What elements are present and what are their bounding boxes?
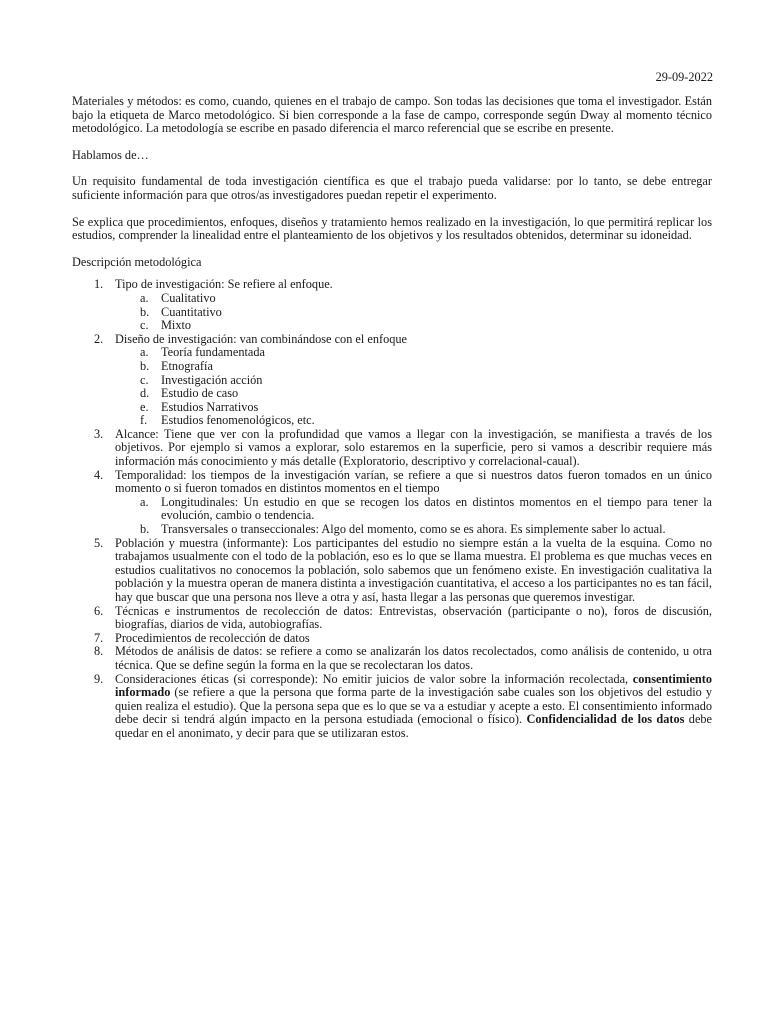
list-item <box>72 632 712 646</box>
sub-list-item <box>115 292 712 306</box>
sub-list-item-text: Teoría fundamentada <box>161 345 265 360</box>
list-number: 6. <box>94 603 104 618</box>
sub-list-letter: b. <box>140 522 150 537</box>
list-item <box>72 673 712 741</box>
list-item <box>72 333 712 428</box>
list-item <box>72 469 712 537</box>
sub-list <box>115 496 712 537</box>
sub-list-item <box>115 523 712 537</box>
sub-list-letter: f. <box>140 413 148 428</box>
list-item-text: Consideraciones éticas (si corresponde): No emitir juicios de valor sobre la información recolectada, <box>115 671 629 686</box>
list-item <box>72 278 712 332</box>
list-item-text: debe quedar en el anonimato, y decir para que se utilizaran estos. <box>115 712 713 740</box>
list-item-text: (se refiere a que la persona que forma parte de la investigación sabe cuales son los objetivos del estudio y quien realiza el estudio). Que la persona sepa que es lo que se va a estudiar y acepte a esto. El consentimiento informado debe decir si tendrá algún impacto en la persona estudiada (emocional o físico). <box>115 685 712 727</box>
list-item-text: Alcance: Tiene que ver con la profundidad que vamos a llegar con la investigación, se manifiesta a través de los objetivos. Por ejemplo si vamos a explorar, solo estaremos en la superficie, pero si vamos a describir requiere más información más conocimiento y más detalle (Exploratorio, descriptivo y correlacional-caual). <box>115 426 712 469</box>
bold-term-consentimiento: consentimiento informado <box>115 671 712 700</box>
list-item <box>72 645 712 672</box>
list-number: 8. <box>94 644 104 659</box>
sub-list-item-text: Estudios Narrativos <box>161 399 259 414</box>
list-item <box>72 537 712 605</box>
sub-list-item-text: Etnografía <box>161 358 213 373</box>
sub-list-item <box>115 496 712 523</box>
sub-list-letter: a. <box>140 345 149 360</box>
sub-list-item-text: Transversales o transeccionales: Algo del momento, como se es ahora. Es simplemente saber lo actual. <box>161 522 666 537</box>
sub-list-item <box>115 387 712 401</box>
sub-list-item <box>115 401 712 415</box>
list-number: 2. <box>94 331 104 346</box>
list-item <box>72 605 712 632</box>
list-item-text: Población y muestra (informante): Los participantes del estudio no siempre están a la vuelta de la esquina. Como no trabajamos usualmente con el todo de la población, eso es lo que se llama muestra. El problema es que muchas veces en estudios cualitativos no conocemos la población, solo sabemos que un fenómeno existe. En investigación cualitativa la población y la muestra operan de manera distinta a investigación cuantitativa, el acceso a los participantes no es tan fácil, hay que buscar que una persona nos lleve a otra y así, hasta llegar a las personas que queremos investigar. <box>115 535 712 604</box>
list-number: 7. <box>94 630 104 645</box>
section-heading-descripcion: Descripción metodológica <box>72 254 202 269</box>
list-item-text: Tipo de investigación: Se refiere al enfoque. <box>115 277 333 292</box>
methodology-list <box>72 278 712 740</box>
list-number: 9. <box>94 671 104 686</box>
list-number: 1. <box>94 277 104 292</box>
list-item-text: Temporalidad: los tiempos de la investigación varían, se refiere a que si nuestros datos fueron tomados en un único momento o si fueron tomados en distintos momentos en el tiempo <box>115 467 712 496</box>
sub-list-letter: c. <box>140 372 149 387</box>
sub-list-letter: b. <box>140 304 150 319</box>
list-number: 3. <box>94 426 104 441</box>
sub-list-item-text: Estudios fenomenológicos, etc. <box>161 413 315 428</box>
sub-list-item <box>115 374 712 388</box>
sub-list-item-text: Investigación acción <box>161 372 263 387</box>
sub-list-item-text: Cualitativo <box>161 290 216 305</box>
sub-list-item <box>115 346 712 360</box>
list-number: 4. <box>94 467 104 482</box>
sub-list-letter: a. <box>140 494 149 509</box>
sub-list-item <box>115 319 712 333</box>
list-item <box>72 428 712 469</box>
sub-list-letter: b. <box>140 358 150 373</box>
sub-list-item <box>115 414 712 428</box>
paragraph-requisito: Un requisito fundamental de toda investigación científica es que el trabajo pueda validarse: por lo tanto, se debe entregar suficiente información para que otros/as investigadores puedan repetir el experimento. <box>72 174 712 202</box>
sub-list-letter: e. <box>140 399 149 414</box>
sub-list-item <box>115 306 712 320</box>
sub-list-item <box>115 360 712 374</box>
sub-list-letter: c. <box>140 318 149 333</box>
bold-term-confidencialidad: Confidencialidad de los datos <box>526 712 685 727</box>
document-body <box>72 95 712 741</box>
paragraph-materiales: Materiales y métodos: es como, cuando, quienes en el trabajo de campo. Son todas las decisiones que toma el investigador. Están bajo la etiqueta de Marco metodológico. Si bien corresponde a la fase de campo, corresponde según Dway al momento técnico metodológico. La metodología se escribe en pasado diferencia el marco referencial que se escribe en presente. <box>72 94 712 136</box>
document-date: 29-09-2022 <box>655 70 713 84</box>
sub-list-letter: a. <box>140 290 149 305</box>
list-item-text: Métodos de análisis de datos: se refiere a como se analizarán los datos recolectados, como análisis de contenido, u otra técnica. Que se define según la forma en la que se recolectaran los datos. <box>115 644 712 672</box>
paragraph-hablamos: Hablamos de… <box>72 147 149 162</box>
sub-list-item-text: Estudio de caso <box>161 386 239 401</box>
sub-list-item-text: Mixto <box>161 318 192 333</box>
list-number: 5. <box>94 535 104 550</box>
sub-list-item-text: Cuantitativo <box>161 304 222 319</box>
sub-list-item-text: Longitudinales: Un estudio en que se recogen los datos en distintos momentos en el tiempo para tener la evolución, cambio o tendencia. <box>161 494 712 523</box>
sub-list <box>115 346 712 428</box>
paragraph-explica: Se explica que procedimientos, enfoques, diseños y tratamiento hemos realizado en la investigación, lo que permitirá replicar los estudios, comprender la linealidad entre el planteamiento de los objetivos y los resultados obtenidos, determinar su idoneidad. <box>72 214 712 243</box>
sub-list-letter: d. <box>140 386 150 401</box>
list-item-text: Diseño de investigación: van combinándose con el enfoque <box>115 331 407 346</box>
sub-list <box>115 292 712 333</box>
list-item-text: Procedimientos de recolección de datos <box>115 630 310 645</box>
list-item-text: Técnicas e instrumentos de recolección de datos: Entrevistas, observación (participante o no), foros de discusión, biografías, diarios de vida, autobiografías. <box>115 603 712 632</box>
